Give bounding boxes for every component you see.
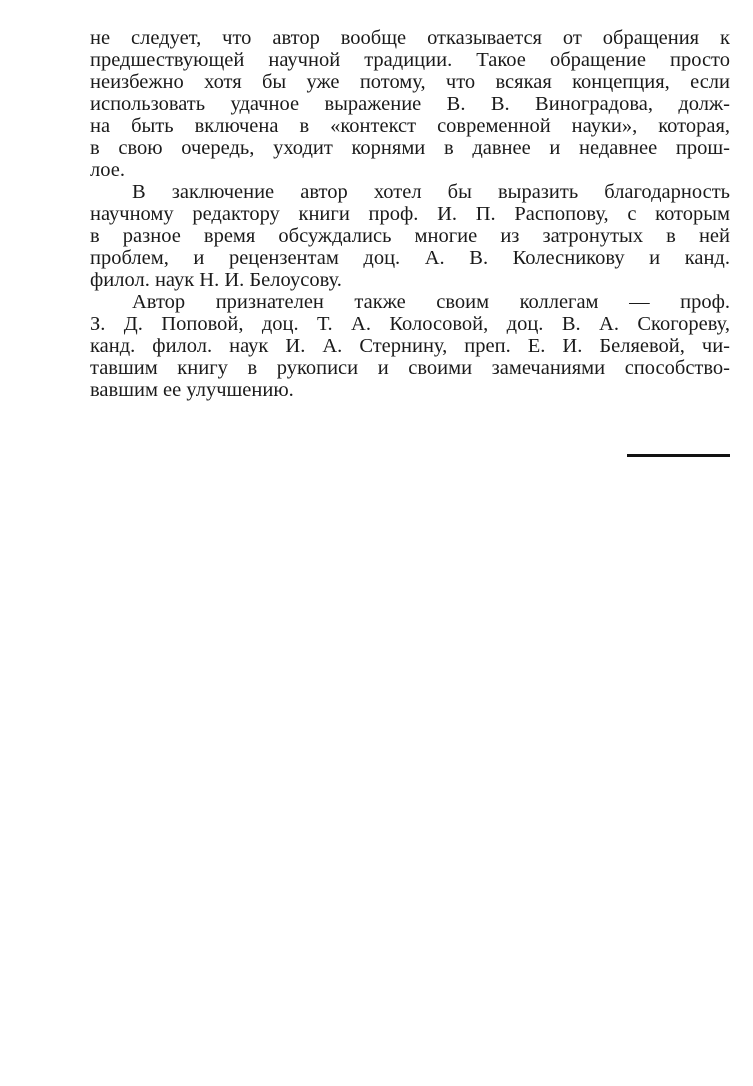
text-line: В заключение автор хотел бы выразить благодарность (132, 181, 730, 203)
text-line: канд. филол. наук И. А. Стернину, преп. Е. И. Беляевой, чи- (90, 335, 730, 357)
text-line: не следует, что автор вообще отказывается от обращения к (90, 27, 730, 49)
paragraph-acknowledgement-editor (90, 181, 730, 291)
text-line: в разное время обсуждались многие из затронутых в ней (90, 225, 730, 247)
text-line: филол. наук Н. И. Белоусову. (90, 269, 342, 291)
paragraph-acknowledgement-colleagues (90, 291, 730, 401)
text-line: использовать удачное выражение В. В. Виноградова, долж- (90, 93, 730, 115)
text-line: научному редактору книги проф. И. П. Распопову, с которым (90, 203, 730, 225)
paragraph-tradition (90, 27, 730, 181)
text-line: Автор признателен также своим коллегам — проф. (132, 291, 730, 313)
text-line: в свою очередь, уходит корнями в давнее и недавнее прош- (90, 137, 730, 159)
section-end-rule (627, 454, 730, 457)
text-line: проблем, и рецензентам доц. А. В. Колесникову и канд. (90, 247, 730, 269)
text-line: неизбежно хотя бы уже потому, что всякая концепция, если (90, 71, 730, 93)
text-line: вавшим ее улучшению. (90, 379, 294, 401)
text-line: предшествующей научной традиции. Такое обращение просто (90, 49, 730, 71)
text-line: З. Д. Поповой, доц. Т. А. Колосовой, доц. В. А. Скогореву, (90, 313, 730, 335)
text-line: на быть включена в «контекст современной науки», которая, (90, 115, 730, 137)
text-line: лое. (90, 159, 125, 181)
text-line: тавшим книгу в рукописи и своими замечаниями способство- (90, 357, 730, 379)
body-text (90, 27, 730, 401)
